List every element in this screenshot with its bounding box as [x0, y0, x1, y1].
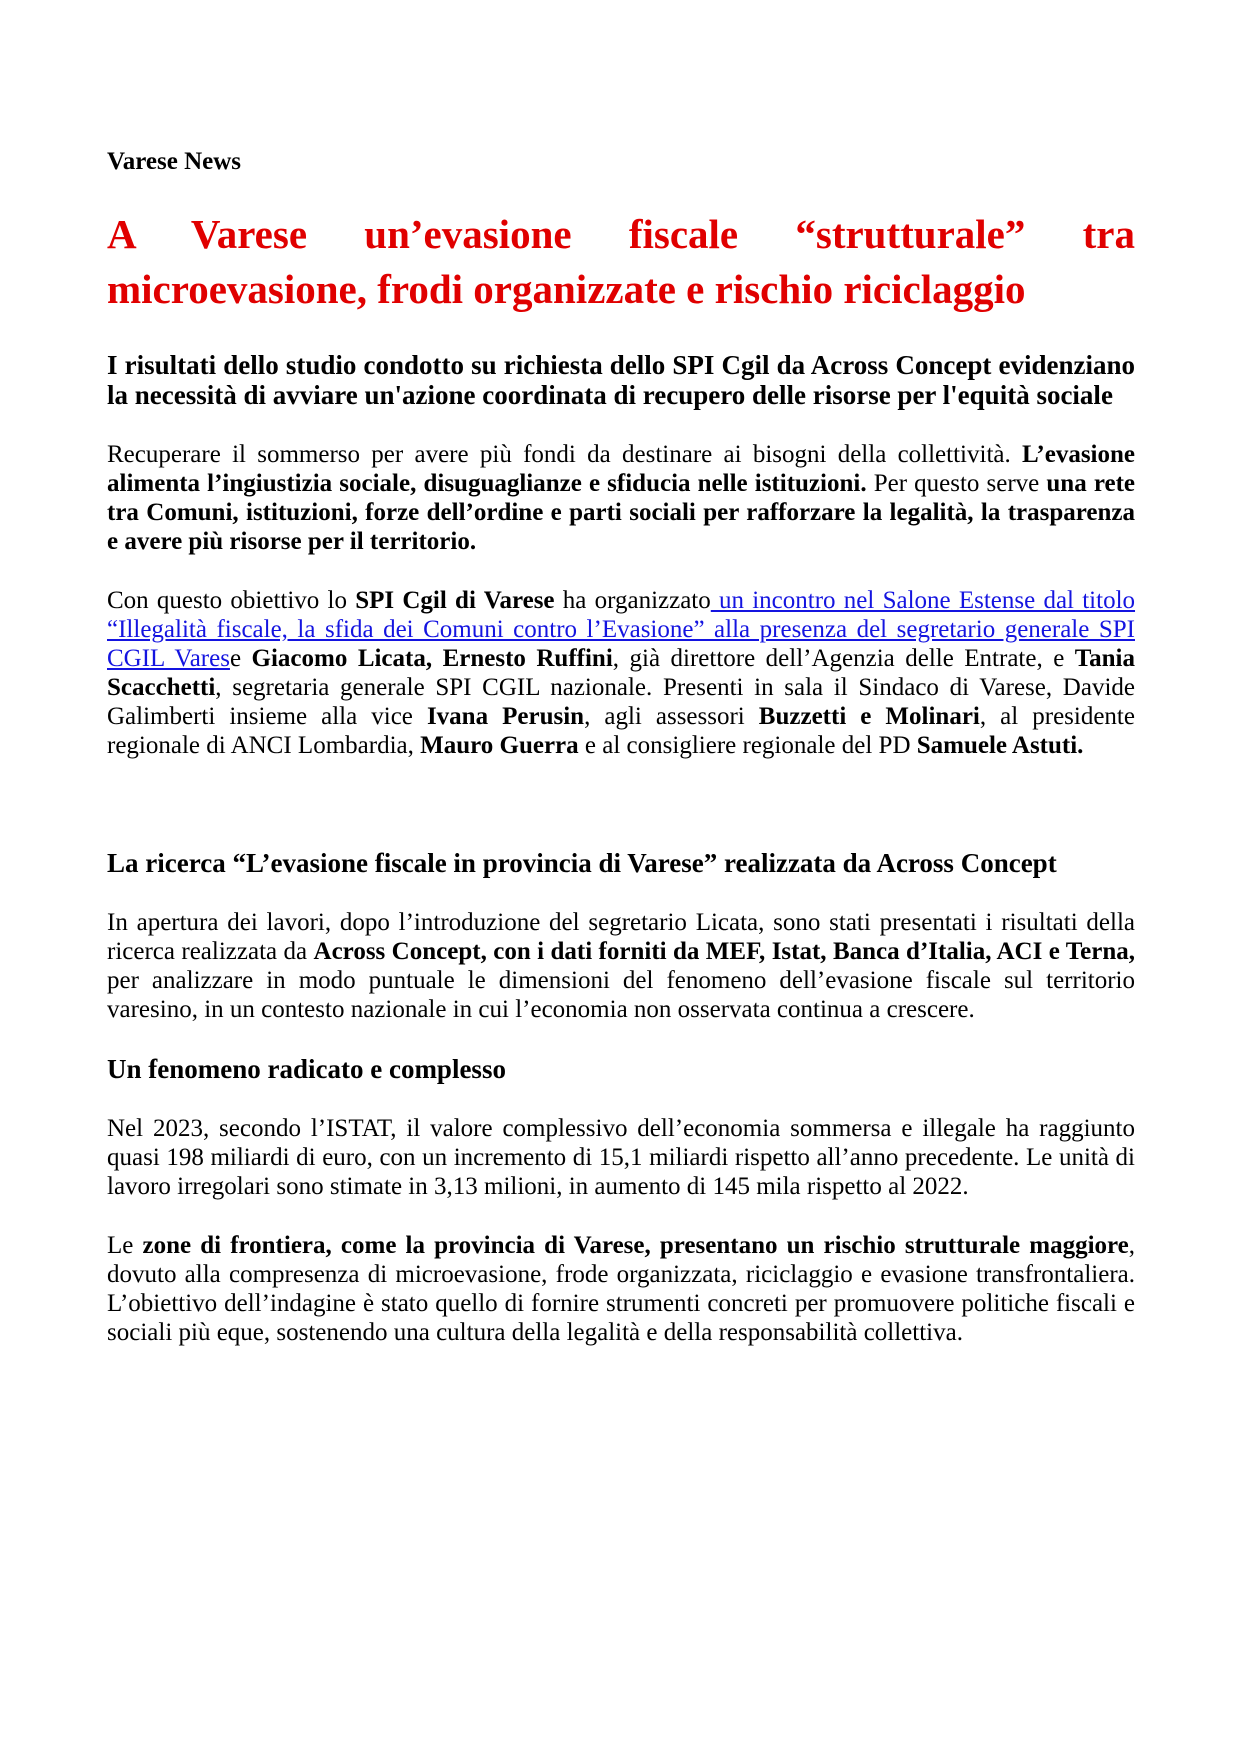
bold-text-run: Ivana Perusin	[426, 703, 585, 730]
article-link[interactable]: un incontro nel Salone Estense dal titolo “Illegalità fiscale, la sfida dei Comuni contro l’Evasione” alla presenza del segretario generale SPI CGIL Vares	[107, 587, 1136, 672]
text-run: e al consigliere regionale del PD	[578, 732, 917, 759]
text-run: In apertura dei lavori, dopo l’introduzione del segretario Licata, sono stati presentati i risultati della ricerca realizzata da	[107, 909, 1135, 965]
paragraph-lead	[107, 440, 1135, 556]
text-run: Recuperare il sommerso per avere più fondi da destinare ai bisogni della collettività.	[107, 441, 1023, 468]
bold-text-run: La ricerca “L’evasione fiscale in provincia di Varese” realizzata da Across Concept	[107, 848, 1057, 878]
bold-text-run: Samuele Astuti.	[916, 732, 1084, 759]
paragraph-apertura	[107, 908, 1135, 1024]
text-run: Nel 2023, secondo l’ISTAT, il valore complessivo dell’economia sommersa e illegale ha raggiunto quasi 198 miliardi di euro, con un incremento di 15,1 miliardi rispetto all’anno precedente. Le unità di lavoro irregolari sono stimate in 3,13 milioni, in aumento di 145 mila rispetto al 2022.	[107, 1115, 1135, 1200]
source-label: Varese News	[107, 148, 242, 175]
text-run: e	[229, 645, 252, 672]
bold-text-run: una rete tra Comuni, istituzioni, forze dell’ordine e parti sociali per rafforzare la legalità, la trasparenza e avere più risorse per il territorio.	[107, 470, 1135, 555]
bold-text-run: Across Concept, con i dati forniti da MEF, Istat, Banca d’Italia, ACI e Terna,	[313, 938, 1135, 965]
bold-text-run: L’evasione alimenta l’ingiustizia sociale, disuguaglianze e sfiducia nelle istituzioni.	[107, 441, 1135, 497]
bold-text-run: zone di frontiera, come la provincia di Varese, presentano un rischio strutturale maggiore	[142, 1232, 1129, 1259]
text-run: , agli assessori	[584, 703, 759, 730]
bold-text-run: Tania Scacchetti	[107, 645, 1135, 701]
text-run: , segretaria generale SPI CGIL nazionale. Presenti in sala il Sindaco di Varese, Davide Galimberti insieme alla vice	[107, 674, 1135, 730]
section-heading-ricerca	[107, 848, 1135, 878]
text-run: , già direttore dell’Agenzia delle Entrate, e	[612, 645, 1075, 672]
article-body	[107, 440, 1135, 1347]
article-title: A Varese un’evasione fiscale “strutturale” tra microevasione, frodi organizzate e rischio riciclaggio	[107, 211, 1135, 312]
text-run: Le	[107, 1232, 143, 1259]
bold-text-run: Buzzetti e Molinari	[758, 703, 980, 730]
text-run: ha organizzato	[554, 587, 711, 614]
text-run: per analizzare in modo puntuale le dimensioni del fenomeno dell’evasione fiscale sul territorio varesino, in un contesto nazionale in cui l’economia non osservata continua a crescere.	[107, 967, 1135, 1023]
paragraph-frontiera	[107, 1231, 1135, 1347]
text-run: Per questo serve	[866, 470, 1047, 497]
bold-text-run: SPI Cgil di Varese	[355, 587, 555, 614]
bold-text-run: Giacomo Licata, Ernesto Ruffini	[251, 645, 613, 672]
paragraph-event	[107, 586, 1135, 760]
paragraph-istat	[107, 1114, 1135, 1201]
text-run: , dovuto alla compresenza di microevasione, frode organizzata, riciclaggio e evasione transfrontaliera. L’obiettivo dell’indagine è stato quello di fornire strumenti concreti per promuovere politiche fiscali e sociali più eque, sostenendo una cultura della legalità e della responsabilità collettiva.	[107, 1232, 1136, 1346]
text-run: Con questo obiettivo lo	[107, 587, 356, 614]
bold-text-run: Mauro Guerra	[420, 732, 579, 759]
article-subtitle: I risultati dello studio condotto su richiesta dello SPI Cgil da Across Concept evidenziano la necessità di avviare un'azione coordinata di recupero delle risorse per l'equità sociale	[107, 350, 1135, 410]
section-heading-fenomeno	[107, 1054, 1135, 1084]
text-run: , al presidente regionale di ANCI Lombardia,	[107, 703, 1135, 759]
bold-text-run: Un fenomeno radicato e complesso	[107, 1054, 506, 1084]
